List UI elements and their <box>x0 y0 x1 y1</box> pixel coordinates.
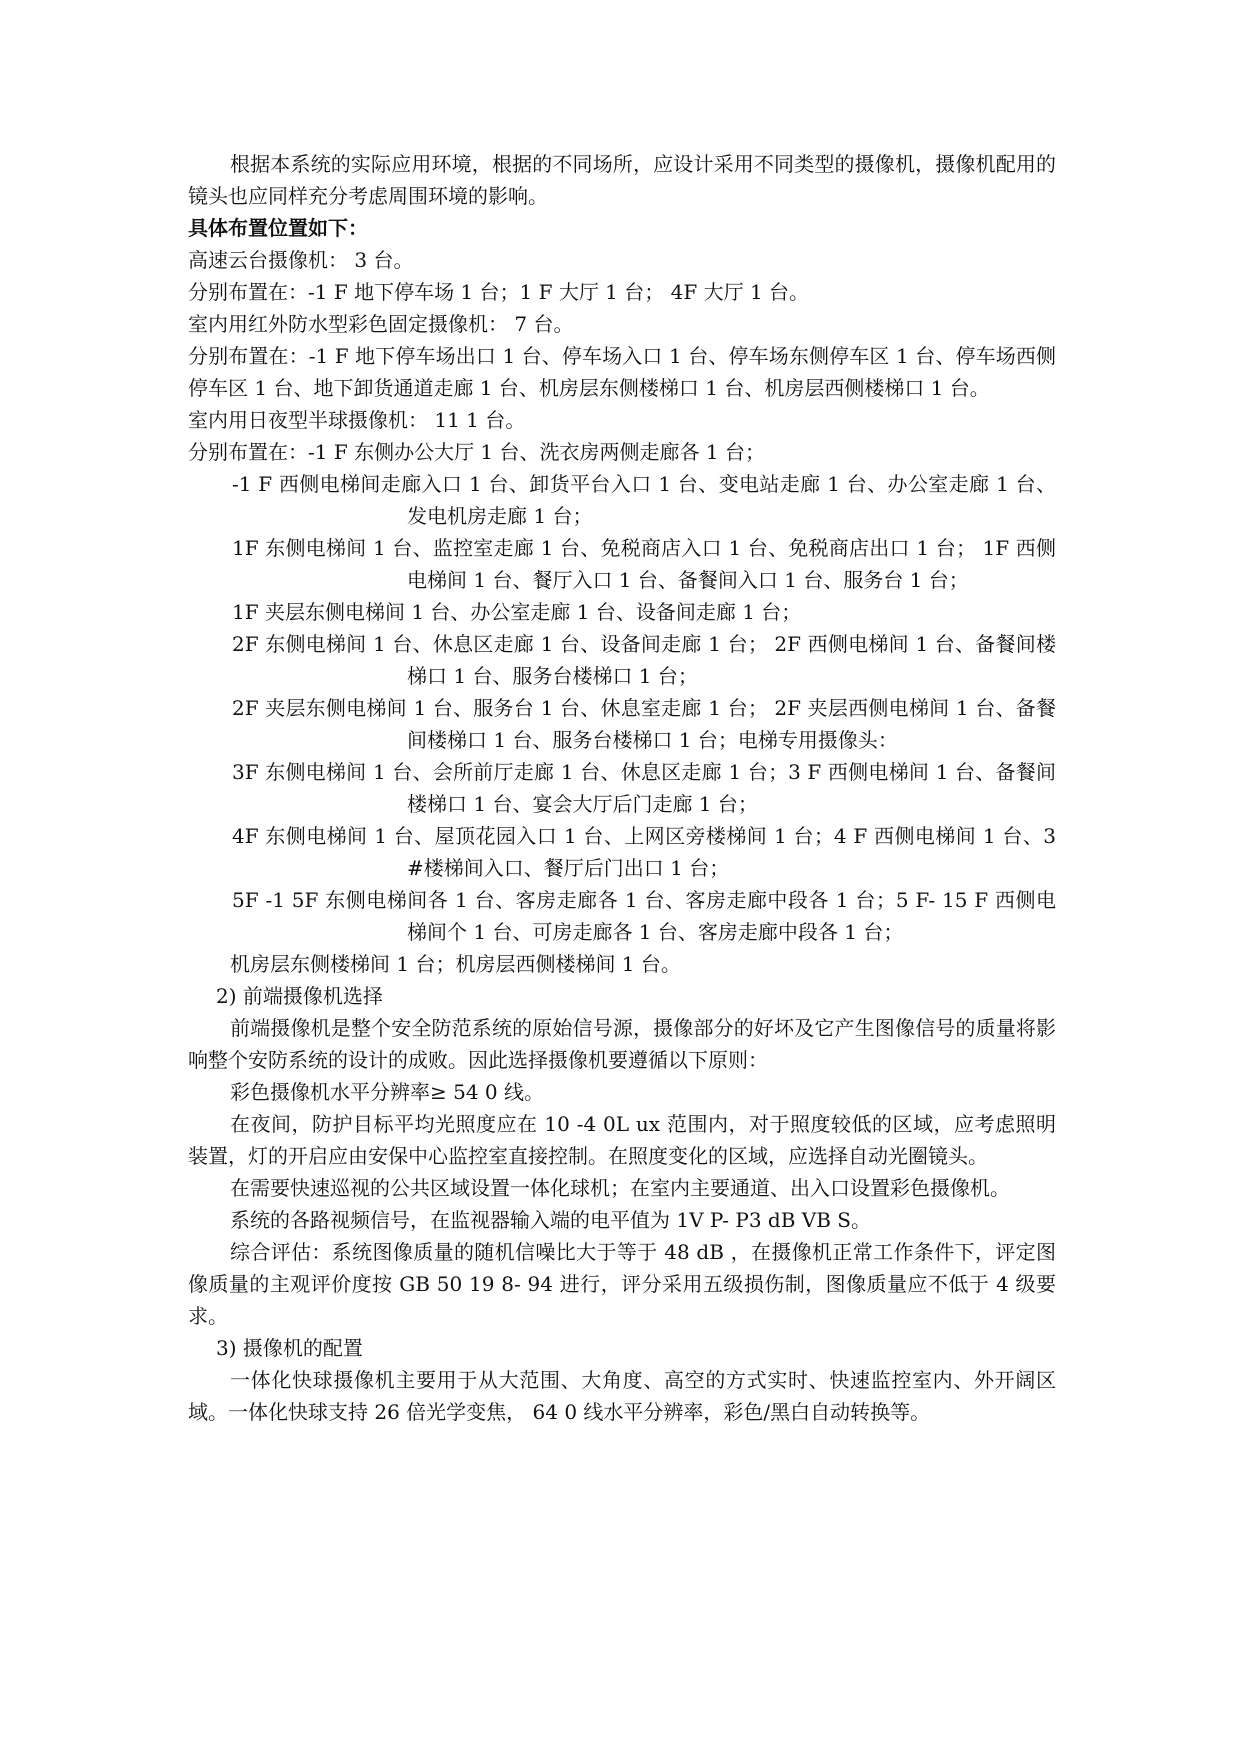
list-item: 1F 夹层东侧电梯间 1 台、办公室走廊 1 台、设备间走廊 1 台； <box>232 600 802 624</box>
dome-camera-sublist <box>232 468 1056 948</box>
layout-heading: 具体布置位置如下： <box>188 216 368 240</box>
dome-camera-count: 室内用日夜型半球摄像机： 11 1 台。 <box>188 408 526 432</box>
document-body <box>188 148 1056 1428</box>
section-2-title: 2) 前端摄像机选择 <box>216 984 383 1008</box>
section-2-paragraph: 系统的各路视频信号，在监视器输入端的电平值为 1V P- P3 dB VB S。 <box>230 1208 871 1232</box>
section-2-paragraph: 彩色摄像机水平分辨率≥ 54 0 线。 <box>230 1080 545 1104</box>
section-3-paragraph: 一体化快球摄像机主要用于从大范围、大角度、高空的方式实时、快速监控室内、外开阔区域。一体化快球支持 26 倍光学变焦， 64 0 线水平分辨率，彩色/黑白自动转换等。 <box>188 1368 1056 1424</box>
machine-room-locations: 机房层东侧楼梯间 1 台；机房层西侧楼梯间 1 台。 <box>230 952 681 976</box>
intro-paragraph: 根据本系统的实际应用环境，根据的不同场所，应设计采用不同类型的摄像机，摄像机配用的镜头也应同样充分考虑周围环境的影响。 <box>188 152 1056 208</box>
list-item: 5F -1 5F 东侧电梯间各 1 台、客房走廊各 1 台、客房走廊中段各 1 台；5 F- 15 F 西侧电梯间个 1 台、可房走廊各 1 台、客房走廊中段各 1 台； <box>232 888 1056 944</box>
ptz-camera-count: 高速云台摄像机： 3 台。 <box>188 248 414 272</box>
list-item: 2F 夹层东侧电梯间 1 台、服务台 1 台、休息室走廊 1 台； 2F 夹层西侧电梯间 1 台、备餐间楼梯口 1 台、服务台楼梯口 1 台；电梯专用摄像头： <box>232 696 1056 752</box>
dome-camera-locations: 分别布置在：-1 F 东侧办公大厅 1 台、洗衣房两侧走廊各 1 台； <box>188 440 765 464</box>
section-2-paragraph: 在需要快速巡视的公共区域设置一体化球机；在室内主要通道、出入口设置彩色摄像机。 <box>230 1176 1010 1200</box>
ptz-camera-locations: 分别布置在：-1 F 地下停车场 1 台；1 F 大厅 1 台； 4F 大厅 1 台。 <box>188 280 810 304</box>
list-item: 1F 东侧电梯间 1 台、监控室走廊 1 台、免税商店入口 1 台、免税商店出口 1 台； 1F 西侧电梯间 1 台、餐厅入口 1 台、备餐间入口 1 台、服务台 1 台； <box>232 536 1056 592</box>
ir-camera-count: 室内用红外防水型彩色固定摄像机： 7 台。 <box>188 312 574 336</box>
section-3-title: 3) 摄像机的配置 <box>216 1336 363 1360</box>
ir-camera-locations: 分别布置在：-1 F 地下停车场出口 1 台、停车场入口 1 台、停车场东侧停车区 1 台、停车场西侧停车区 1 台、地下卸货通道走廊 1 台、机房层东侧楼梯口 1 台、机房层西侧楼梯口 1 台。 <box>188 344 1056 400</box>
list-item: 2F 东侧电梯间 1 台、休息区走廊 1 台、设备间走廊 1 台； 2F 西侧电梯间 1 台、备餐间楼梯口 1 台、服务台楼梯口 1 台； <box>232 632 1056 688</box>
list-item: 3F 东侧电梯间 1 台、会所前厅走廊 1 台、休息区走廊 1 台；3 F 西侧电梯间 1 台、备餐间楼梯口 1 台、宴会大厅后门走廊 1 台； <box>232 760 1056 816</box>
section-2-paragraph: 前端摄像机是整个安全防范系统的原始信号源，摄像部分的好坏及它产生图像信号的质量将影响整个安防系统的设计的成败。因此选择摄像机要遵循以下原则： <box>188 1016 1056 1072</box>
section-2-paragraph: 综合评估：系统图像质量的随机信噪比大于等于 48 dB ，在摄像机正常工作条件下，评定图像质量的主观评价度按 GB 50 19 8- 94 进行，评分采用五级损伤制，图像质量应不低于 4 级要求。 <box>188 1240 1056 1328</box>
section-2-paragraph: 在夜间，防护目标平均光照度应在 10 -4 0L ux 范围内，对于照度较低的区域，应考虑照明装置，灯的开启应由安保中心监控室直接控制。在照度变化的区域，应选择自动光圈镜头。 <box>188 1112 1056 1168</box>
list-item: -1 F 西侧电梯间走廊入口 1 台、卸货平台入口 1 台、变电站走廊 1 台、办公室走廊 1 台、发电机房走廊 1 台； <box>232 472 1056 528</box>
list-item: 4F 东侧电梯间 1 台、屋顶花园入口 1 台、上网区旁楼梯间 1 台；4 F 西侧电梯间 1 台、3 #楼梯间入口、餐厅后门出口 1 台； <box>232 824 1056 880</box>
